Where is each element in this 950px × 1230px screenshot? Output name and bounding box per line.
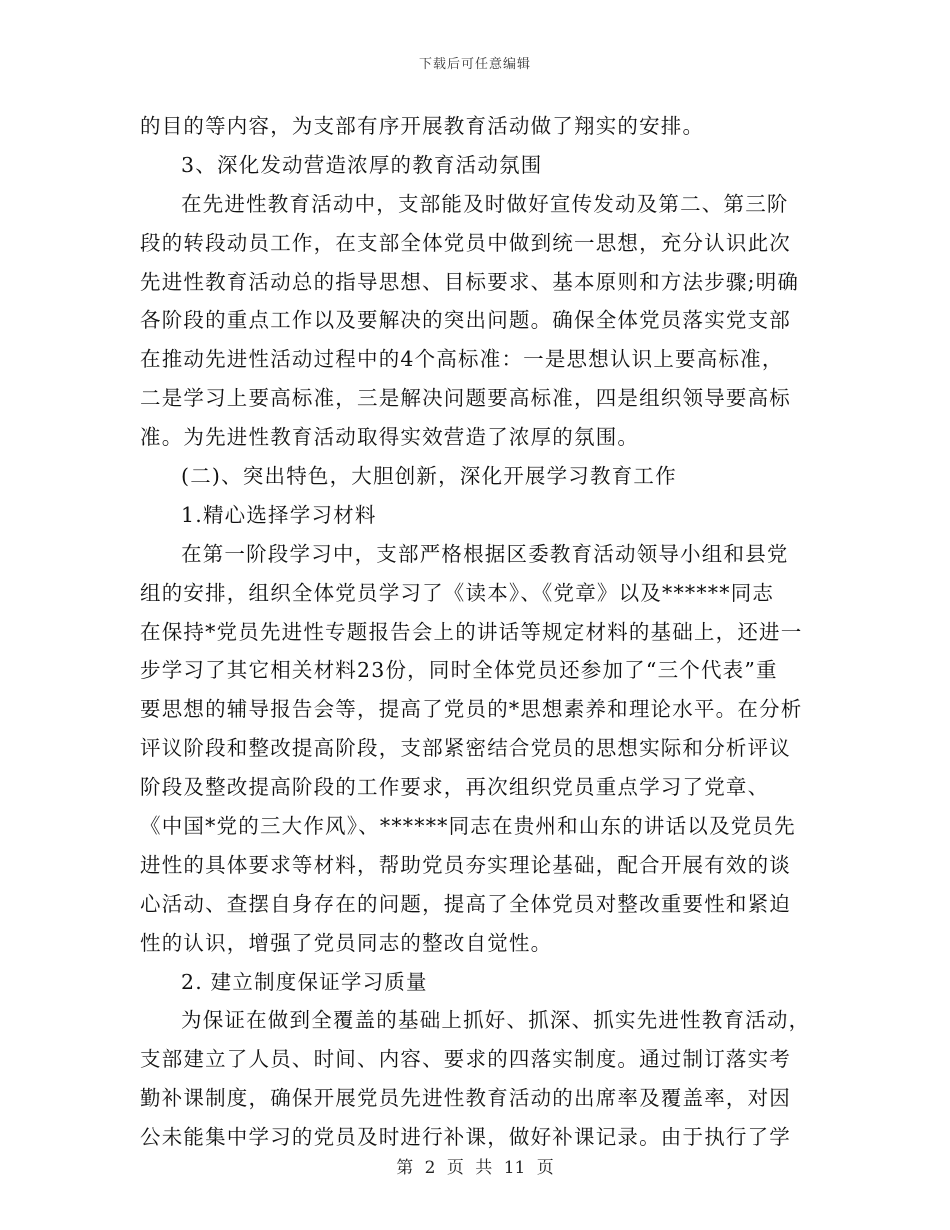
text-line: 评议阶段和整改提高阶段，支部紧密结合党员的思想实际和分析评议 bbox=[140, 736, 791, 761]
document-body bbox=[140, 107, 810, 1157]
text-line: 《中国*党的三大作风》、******同志在贵州和山东的讲话以及党员先 bbox=[140, 814, 796, 839]
text-line: 在推动先进性活动过程中的4个高标准：一是思想认识上要高标准， bbox=[140, 347, 784, 372]
text-line: 性的认识，增强了党员同志的整改自觉性。 bbox=[140, 930, 553, 955]
text-line: 支部建立了人员、时间、内容、要求的四落实制度。通过制订落实考 bbox=[140, 1047, 791, 1072]
text-line: 2. 建立制度保证学习质量 bbox=[181, 969, 428, 994]
text-line: 心活动、查摆自身存在的问题，提高了全体党员对整改重要性和紧迫 bbox=[140, 891, 791, 916]
text-line: 公未能集中学习的党员及时进行补课，做好补课记录。由于执行了学 bbox=[140, 1125, 791, 1150]
text-line: 二是学习上要高标准，三是解决问题要高标准，四是组织领导要高标 bbox=[140, 386, 791, 411]
text-line: 准。为先进性教育活动取得实效营造了浓厚的氛围。 bbox=[140, 425, 640, 450]
text-line: 的目的等内容，为支部有序开展教育活动做了翔实的安排。 bbox=[140, 114, 705, 138]
page-header: 下载后可任意编辑 bbox=[418, 57, 531, 72]
text-line: 进性的具体要求等材料，帮助党员夯实理论基础，配合开展有效的谈 bbox=[140, 852, 791, 877]
text-line: 在先进性教育活动中，支部能及时做好宣传发动及第二、第三阶 bbox=[181, 191, 789, 216]
text-line: 各阶段的重点工作以及要解决的突出问题。确保全体党员落实党支部 bbox=[140, 308, 791, 333]
text-line: 1.精心选择学习材料 bbox=[181, 502, 377, 527]
text-line: 3、深化发动营造浓厚的教育活动氛围 bbox=[181, 152, 543, 177]
text-line: 为保证在做到全覆盖的基础上抓好、抓深、抓实先进性教育活动， bbox=[181, 1008, 811, 1033]
text-line: 要思想的辅导报告会等，提高了党员的*思想素养和理论水平。在分析 bbox=[140, 697, 803, 722]
text-line: (二)、突出特色，大胆创新，深化开展学习教育工作 bbox=[181, 464, 677, 489]
text-line: 在保持*党员先进性专题报告会上的讲话等规定材料的基础上，还进一 bbox=[140, 619, 803, 644]
text-line: 段的转段动员工作，在支部全体党员中做到统一思想，充分认识此次 bbox=[140, 230, 791, 255]
text-line: 组的安排，组织全体党员学习了《读本》、《党章》以及******同志 bbox=[140, 580, 775, 605]
page-footer: 第 2 页 共 11 页 bbox=[396, 1158, 554, 1178]
text-line: 步学习了其它相关材料23份，同时全体党员还参加了“三个代表”重 bbox=[140, 658, 778, 683]
text-line: 阶段及整改提高阶段的工作要求，再次组织党员重点学习了党章、 bbox=[140, 775, 770, 800]
text-line: 先进性教育活动总的指导思想、目标要求、基本原则和方法步骤;明确 bbox=[140, 269, 800, 294]
text-line: 勤补课制度，确保开展党员先进性教育活动的出席率及覆盖率，对因 bbox=[140, 1086, 791, 1111]
text-line: 在第一阶段学习中，支部严格根据区委教育活动领导小组和县党 bbox=[181, 541, 789, 566]
